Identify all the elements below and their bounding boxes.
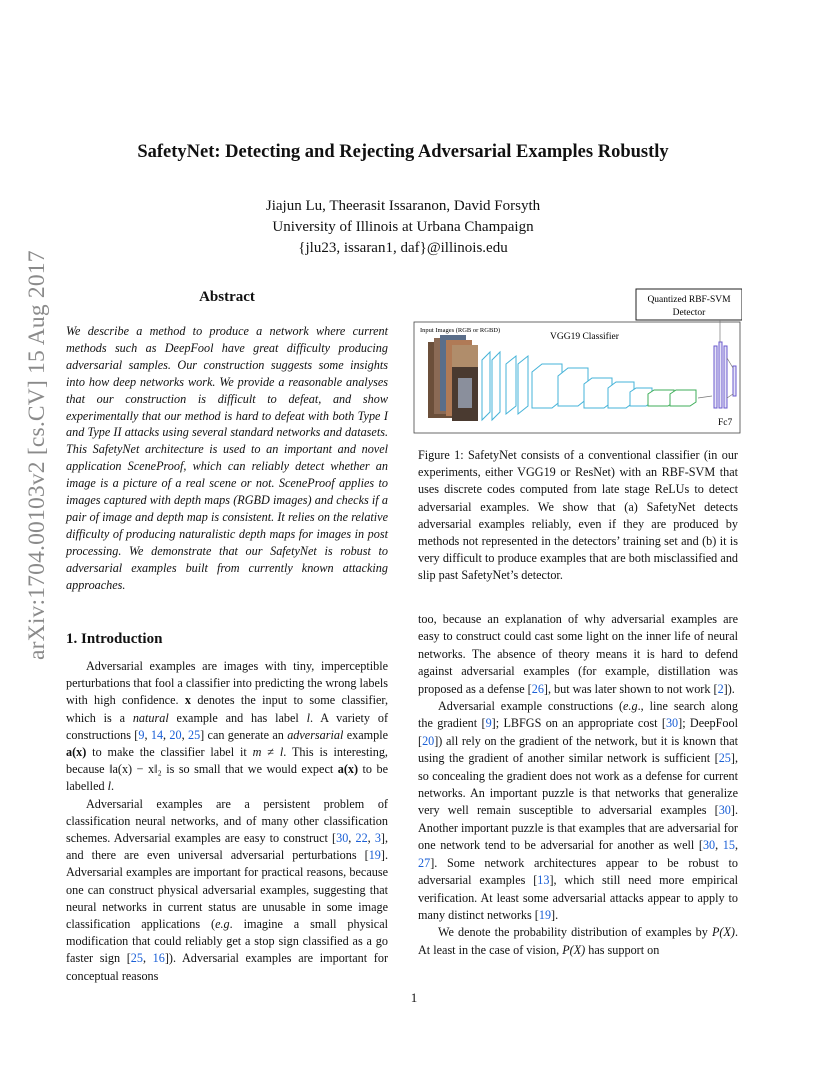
author-block bbox=[100, 196, 706, 259]
paper-title: SafetyNet: Detecting and Rejecting Adversarial Examples Robustly bbox=[137, 142, 669, 162]
page-number: 1 bbox=[410, 990, 418, 1005]
intro-left-column bbox=[66, 658, 388, 985]
section-heading-introduction: 1. Introduction bbox=[66, 631, 163, 647]
citation-link[interactable]: 19 bbox=[538, 907, 552, 922]
citation-link[interactable]: 9 bbox=[138, 727, 145, 742]
citation-link[interactable]: 9 bbox=[485, 716, 492, 731]
input-images-label: Input Images (RGB or RGBD) bbox=[420, 327, 501, 334]
abstract-heading: Abstract bbox=[199, 289, 255, 305]
right-paragraph-1: too, because an explanation of why adversarial examples are easy to construct could cast some light on the inner life of neural networks. The absence of theory means it is hard to defend against adversarial examples (for example, distillation was proposed as a defense [26], but was later shown to not work [2]). bbox=[418, 612, 738, 696]
figure-1-caption: Figure 1: SafetyNet consists of a conventional classifier (in our experiments, either VGG19 or ResNet) with an RBF-SVM that uses discrete codes computed from late stage ReLUs to detect adversarial examples. We show that (a) SafetyNet detects adversarial examples reliably, even if they are produced by methods not represented in the detectors’ training set and (b) it is very difficult to produce examples that are both misclassified and slip past SafetyNet’s detector. bbox=[418, 448, 738, 583]
detector-label-line2: Detector bbox=[672, 308, 706, 318]
citation-link[interactable]: 27 bbox=[418, 855, 431, 870]
intro-paragraph-1: Adversarial examples are images with tiny, imperceptible perturbations that fool a classifier into predicting the wrong labels with high confidence. x denotes the input to some classifier, which is a natural example and has label l. A variety of constructions [9, 14, 20, 25] can generate an adversarial example a(x) to make the classifier label it m ≠ l. This is interesting, because ‖a(x) − x‖₂ is so small that we would expect a(x) to be labelled l. bbox=[66, 659, 388, 794]
citation-link[interactable]: 14 bbox=[150, 727, 164, 742]
citation-link[interactable]: 16 bbox=[152, 951, 165, 966]
classifier-label: VGG19 Classifier bbox=[550, 332, 619, 342]
intro-paragraph-2: Adversarial examples are a persistent problem of classification neural networks, and of many other classification schemes. Adversarial examples are easy to construct [30, 22, 3], and there are even universal adversarial perturbations [19]. Adversarial examples are important for practical reasons, because one can construct physical adversarial examples, suggesting that neural networks in current status are unusable in some image classification applications (e.g. imagine a small physical modification that could reliably get a stop sign classified as a go faster sign [25, 16]). Adversarial examples are important for conceptual reasons bbox=[66, 796, 389, 983]
citation-link[interactable]: 30 bbox=[702, 838, 716, 853]
intro-right-column bbox=[418, 611, 738, 959]
detector-label-line1: Quantized RBF-SVM bbox=[647, 295, 731, 305]
citation-link[interactable]: 19 bbox=[368, 848, 381, 863]
author-emails: {jlu23, issaran1, daf}@illinois.edu bbox=[298, 240, 508, 256]
citation-link[interactable]: 30 bbox=[665, 716, 679, 731]
citation-link[interactable]: 13 bbox=[537, 873, 550, 888]
citation-link[interactable]: 30 bbox=[336, 831, 349, 846]
citation-link[interactable]: 20 bbox=[169, 727, 182, 742]
arxiv-margin-stamp: arXiv:1704.00103v2 [cs.CV] 15 Aug 2017 bbox=[24, 250, 50, 660]
svm-detector-bars bbox=[714, 342, 736, 408]
citation-link[interactable]: 25 bbox=[130, 951, 143, 966]
input-image-stack bbox=[428, 335, 478, 421]
citation-link[interactable]: 22 bbox=[355, 831, 368, 846]
author-names: Jiajun Lu, Theerasit Issaranon, David Forsyth bbox=[265, 198, 541, 214]
citation-link[interactable]: 26 bbox=[531, 681, 544, 696]
cnn-layer-blocks bbox=[482, 352, 652, 420]
citation-link[interactable]: 30 bbox=[718, 803, 731, 818]
author-affiliation: University of Illinois at Urbana Champaign bbox=[272, 219, 534, 235]
right-paragraph-2: Adversarial example constructions (e.g., line search along the gradient [9]; LBFGS on an appropriate cost [30]; DeepFool [20]) all rely on the gradient of the network, but it is known that using the gradient of another similar network is sufficient [25], so concealing the gradient does not work as a defense for current networks. An important puzzle is that networks that generalize very well remain susceptible to adversarial examples [30]. Another important puzzle is that examples that are adversarial for one network tend to be adversarial for another as well [30, 15, 27]. Some network architectures appear to be robust to adversarial examples [13], which still need more empirical verification. At least some adversarial attacks appear to apply to many distinct networks [19]. bbox=[418, 699, 739, 922]
citation-link[interactable]: 20 bbox=[422, 733, 435, 748]
citation-link[interactable]: 25 bbox=[718, 751, 731, 766]
safetynet-architecture-diagram bbox=[412, 288, 742, 434]
fc-layer-blocks bbox=[648, 390, 696, 406]
citation-link[interactable]: 15 bbox=[722, 838, 735, 853]
figure-1 bbox=[412, 288, 742, 434]
abstract-text: We describe a method to produce a network where current methods such as DeepFool have great difficulty producing adversarial samples. Our construction suggests some insights into how deep networks work. We provide a reasonable analyses that our construction is difficult to defeat, and show experimentally that our method is hard to defeat with both Type I and Type II attacks using several standard networks and datasets. This SafetyNet architecture is used to an important and novel application SceneProof, which can reliably detect whether an image is a picture of a real scene or not. SceneProof applies to images captured with depth maps (RGBD images) and checks if a pair of image and depth map is consistent. It relies on the relative difficulty of producing naturalistic depth maps for images in post processing. We demonstrate that our SafetyNet is robust to adversarial examples built from currently known attacking approaches. bbox=[66, 324, 388, 592]
right-paragraph-3: We denote the probability distribution of examples by P(X). At least in the case of vision, P(X) has support on bbox=[418, 925, 738, 957]
citation-link[interactable]: 25 bbox=[187, 727, 201, 742]
fc7-label: Fc7 bbox=[718, 418, 733, 428]
citation-link[interactable]: 3 bbox=[374, 831, 381, 846]
citation-link[interactable]: 2 bbox=[717, 681, 724, 696]
